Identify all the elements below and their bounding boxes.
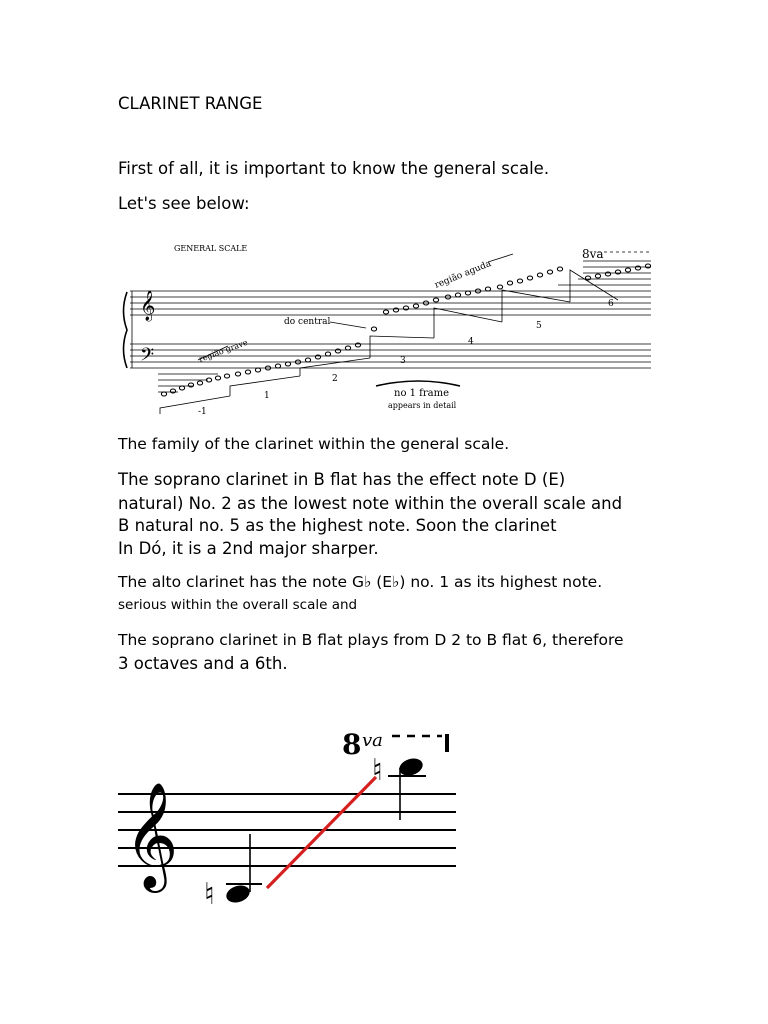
frame-number: 3 [400,356,406,366]
low-region-label: região grave [197,337,249,364]
alto-paragraph-line1: The alto clarinet has the note G♭ (E♭) no. 1 as its highest note. [118,573,603,591]
range-paragraph-line1: The soprano clarinet in B flat plays from D 2 to B flat 6, therefore [118,631,624,649]
general-scale-figure [118,236,654,422]
intro-text: First of all, it is important to know the general scale. [118,159,550,178]
clarinet-range-figure [110,720,470,920]
soprano-paragraph-line2: natural) No. 2 as the lowest note within the overall scale and [118,494,623,513]
family-heading: The family of the clarinet within the general scale. [118,435,510,453]
frame-number: 2 [332,374,338,384]
lowest-note [224,883,252,906]
soprano-paragraph-line3: B natural no. 5 as the highest note. Soon the clarinet [118,516,557,535]
treble-clef-icon: 𝄞 [124,781,179,888]
frame-caption-line1: no 1 frame [394,388,450,399]
svg-text:𝄞: 𝄞 [140,291,156,321]
svg-text:𝄢: 𝄢 [140,345,155,370]
octave-mark-suffix: va [362,730,383,751]
natural-sign-icon: ♮ [204,877,215,912]
octave-mark: 8va [582,247,604,261]
frame-number: 1 [264,391,270,401]
highest-note [397,756,425,779]
middle-c-label: do central [284,317,331,327]
soprano-paragraph-line4: In Dó, it is a 2nd major sharper. [118,539,379,558]
scale-notes [161,264,650,396]
range-paragraph-line2: 3 octaves and a 6th. [118,654,288,673]
frame-caption-line2: appears in detail [388,401,457,410]
frame-number: 5 [536,321,542,331]
natural-sign-icon: ♮ [372,753,383,788]
frame-number: 4 [468,337,474,347]
page-title: CLARINET RANGE [118,94,263,113]
frame-number: 6 [608,299,614,309]
octave-mark-number: 8 [342,728,362,761]
soprano-paragraph-line1: The soprano clarinet in B flat has the effect note D (E) [118,470,566,489]
frame-number: -1 [198,407,207,417]
lets-see-text: Let's see below: [118,194,250,213]
general-scale-heading: GENERAL SCALE [174,244,248,253]
alto-paragraph-line2: serious within the overall scale and [118,597,358,613]
high-region-label: região aguda [433,259,493,291]
